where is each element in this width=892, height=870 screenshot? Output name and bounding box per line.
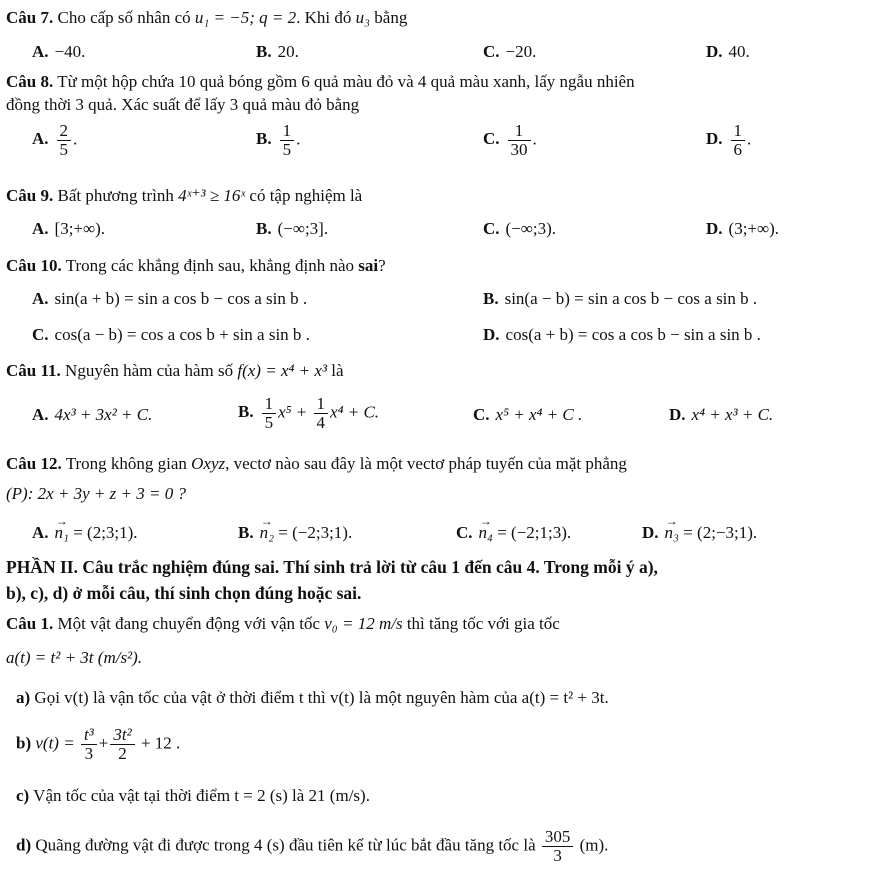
q8-stem-line1 <box>6 72 635 92</box>
q10-option-d: D. cos(a + b) = cos a cos b − sin a sin b . <box>483 325 761 344</box>
q7-math: u₁ = −5; q = 2 <box>194 8 297 27</box>
q9-option-c: C. (−∞;3). <box>483 219 557 238</box>
q11-option-b: B. $\frac{1}{5}$ x⁵ + $\frac{1}{4}$ x⁴ + C. <box>238 394 380 432</box>
q8-option-c: C. $\frac{1}{30}$ . <box>483 121 537 159</box>
q7-option-d: D. 40. <box>706 42 750 61</box>
p2q1-item-d: d) Quãng đường vật đi được trong 4 (s) đầu tiên kể từ lúc bắt đầu tăng tốc là $\frac{305}{3}$ (m). <box>16 827 609 865</box>
part2-heading-line1: PHẦN II. Câu trắc nghiệm đúng sai. Thí sinh trả lời từ câu 1 đến câu 4. Trong mỗi ý a), <box>6 557 658 577</box>
q8-option-b: B. $\frac{1}{5}$ . <box>256 121 301 159</box>
q10-sai: sai <box>358 256 379 275</box>
p2q1-label: Câu 1. <box>6 614 54 633</box>
q7-text: Cho cấp số nhân có <box>57 8 191 27</box>
q9-text: Bất phương trình <box>57 186 174 205</box>
p2q1-item-b: b) v(t) = $\frac{\text{t³}}{3}$ + $\frac{\text{3t²}}{2}$ + 12 . <box>16 725 181 763</box>
p2q1-v0: v₀ = 12 m/s <box>324 614 403 633</box>
q11-option-c: C. x⁵ + x⁴ + C . <box>473 405 583 424</box>
q7-u3: u₃ <box>355 8 371 27</box>
q12-option-b: B.→ n₂ = (−2;3;1). <box>238 523 352 543</box>
q11-label: Câu 11. <box>6 361 61 380</box>
p2q1-text1b: thì tăng tốc với gia tốc <box>406 614 560 633</box>
q7-tail2: bằng <box>374 8 408 27</box>
q12-text1: Trong không gian <box>65 454 187 473</box>
q7-option-c: C. −20. <box>483 42 537 61</box>
q8-option-d: D. $\frac{1}{6}$ . <box>706 121 752 159</box>
p2q1-stem-line1 <box>6 614 560 634</box>
p2q1-text1: Một vật đang chuyển động với vận tốc <box>57 614 321 633</box>
q9-tail: có tập nghiệm là <box>249 186 363 205</box>
q8-text1: Từ một hộp chứa 10 quả bóng gồm 6 quả màu đỏ và 4 quả màu xanh, lấy ngẫu nhiên <box>57 72 635 91</box>
q9-label: Câu 9. <box>6 186 54 205</box>
q9-math: 4ˣ⁺³ ≥ 16ˣ <box>178 186 246 205</box>
q8-stem-line2: đồng thời 3 quả. Xác suất để lấy 3 quả màu đỏ bằng <box>6 95 360 114</box>
q11-text: Nguyên hàm của hàm số <box>65 361 234 380</box>
q12-text1b: , vectơ nào sau đây là một vectơ pháp tuyến của mặt phẳng <box>225 454 627 473</box>
q7-tail: . Khi đó <box>296 8 352 27</box>
q10-stem <box>6 256 386 276</box>
q7-stem <box>6 8 407 28</box>
q12-option-a: A.→ n₁ = (2;3;1). <box>32 523 138 543</box>
q12-option-d: D.→ n₃ = (2;−3;1). <box>642 523 757 543</box>
q7-label: Câu 7. <box>6 8 54 27</box>
q12-oxyz: Oxyz <box>191 454 226 473</box>
q10-qmark: ? <box>378 256 386 275</box>
q12-option-c: C.→ n₄ = (−2;1;3). <box>456 523 571 543</box>
q9-option-a: A. [3;+∞). <box>32 219 106 238</box>
p2q1-accel: a(t) = t² + 3t (m/s²). <box>6 648 143 667</box>
q10-text: Trong các khẳng định sau, khẳng định nào <box>65 256 355 275</box>
q12-stem-line2: (P): 2x + 3y + z + 3 = 0 ? <box>6 484 186 503</box>
q8-option-a: A. $\frac{2}{5}$ . <box>32 121 78 159</box>
q11-math: f(x) = x⁴ + x³ <box>237 361 328 380</box>
q8-label: Câu 8. <box>6 72 54 91</box>
q11-tail: là <box>331 361 344 380</box>
q11-option-a: A. 4x³ + 3x² + C. <box>32 405 153 424</box>
p2q1-item-a: a) Gọi v(t) là vận tốc của vật ở thời điểm t thì v(t) là một nguyên hàm của a(t) = t² + 3t. <box>16 688 609 707</box>
q7-option-a: A. −40. <box>32 42 86 61</box>
q10-label: Câu 10. <box>6 256 62 275</box>
q9-option-d: D. (3;+∞). <box>706 219 780 238</box>
q10-option-b: B. sin(a − b) = sin a cos b − cos a sin b . <box>483 289 758 308</box>
q9-option-b: B. (−∞;3]. <box>256 219 329 238</box>
q12-label: Câu 12. <box>6 454 62 473</box>
q7-option-b: B. 20. <box>256 42 299 61</box>
q11-stem <box>6 361 344 381</box>
q11-option-d: D. x⁴ + x³ + C. <box>669 405 774 424</box>
q9-stem <box>6 186 362 206</box>
part2-heading-line2: b), c), d) ở mỗi câu, thí sinh chọn đúng hoặc sai. <box>6 583 362 603</box>
q12-stem-line1 <box>6 454 627 474</box>
q10-option-a: A. sin(a + b) = sin a cos b − cos a sin b . <box>32 289 308 308</box>
q10-option-c: C. cos(a − b) = cos a cos b + sin a sin b . <box>32 325 310 344</box>
p2q1-item-c: c) Vận tốc của vật tại thời điểm t = 2 (s) là 21 (m/s). <box>16 786 370 805</box>
